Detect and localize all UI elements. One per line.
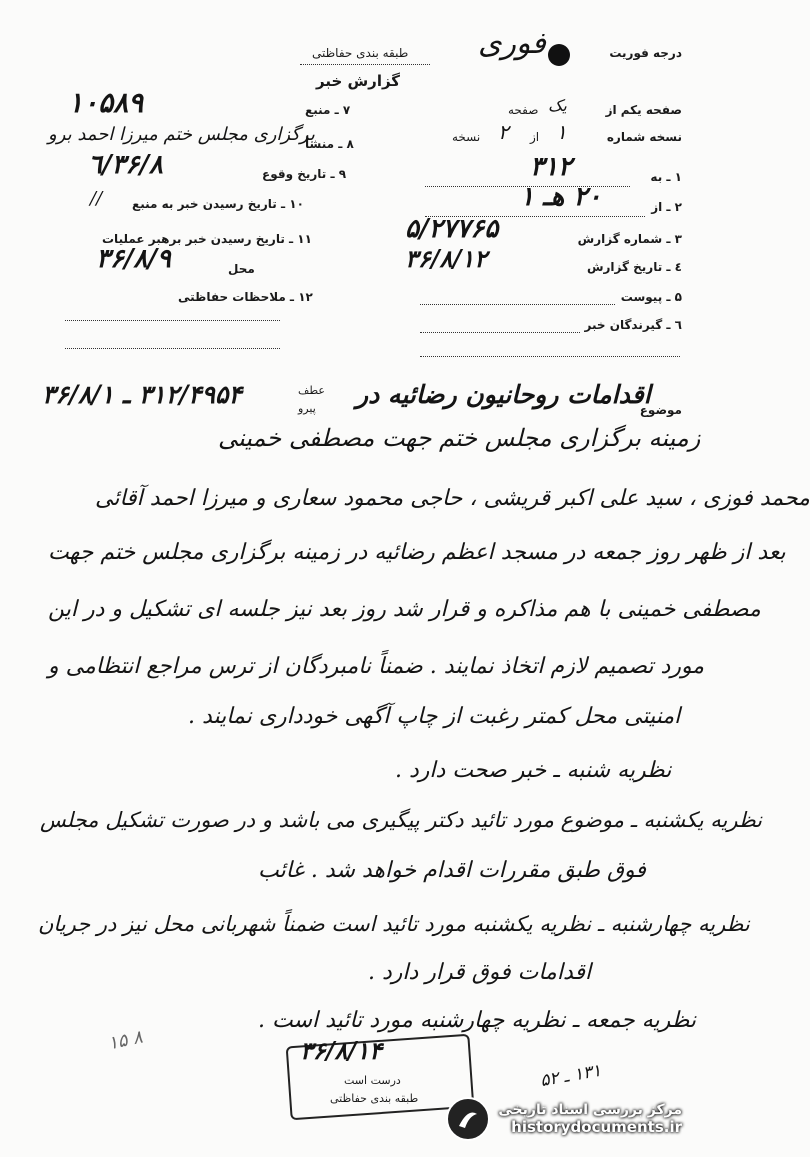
subject-ref-value: ۳۱۲/۴۹۵۴ ـ ۳۶/۸/۱	[42, 380, 242, 409]
page-value: یک	[548, 96, 567, 115]
body-line: نظریه جمعه ـ نظریه چهارشنبه مورد تائید است .	[258, 1008, 696, 1033]
occurrence-label: ۹ ـ تاریخ وقوع	[262, 167, 347, 181]
stamp-text1: درست است	[344, 1074, 401, 1087]
form-title: گزارش خبر	[316, 72, 401, 90]
body-line: مورد تصمیم لازم اتخاذ نمایند . ضمناً نامبردگان از ترس مراجع انتظامی و	[48, 654, 705, 679]
receipt-label: ۱۰ ـ تاریخ رسیدن خبر به منبع	[132, 197, 304, 211]
classification-label: طبقه بندی حفاظتی	[312, 46, 409, 60]
margin-scribble: ۸ ۱۵	[106, 1026, 145, 1055]
body-line: اقدامات فوق قرار دارد .	[368, 960, 592, 985]
place-label: محل	[228, 262, 255, 276]
archive-logo-icon	[446, 1097, 490, 1141]
priority-value: فوری	[478, 26, 546, 61]
to-value: ۳۱۲	[530, 152, 572, 182]
copy-value-2: ۲	[498, 120, 509, 144]
subject-label: موضوع	[639, 403, 682, 417]
report-no-label: ۳ ـ شماره گزارش	[577, 232, 682, 246]
to-label: ۱ ـ به	[650, 170, 682, 184]
body-line: امنیتی محل کمتر رغبت از چاپ آگهی خودداری نمایند .	[188, 704, 681, 729]
copy-word: نسخه	[452, 130, 481, 144]
source-value: ۱۰۵۸۹	[68, 86, 144, 119]
subject-ref-sub: پیرو	[298, 402, 316, 415]
report-date-label: ٤ ـ تاریخ گزارش	[586, 260, 682, 274]
ops-label: ۱۱ ـ تاریخ رسیدن خبر برهبر عملیات	[102, 232, 312, 246]
subject-line2: زمینه برگزاری مجلس ختم جهت مصطفی خمینی	[218, 424, 701, 452]
body-line: مصطفی خمینی با هم مذاکره و قرار شد روز بعد نیز جلسه ای تشکیل و در این	[48, 597, 761, 622]
priority-label: درجه فوریت	[609, 46, 682, 60]
recipients-label: ٦ ـ گیرندگان خبر	[584, 318, 682, 332]
watermark-line1: مرکز بررسی اسناد تاریخی	[498, 1102, 682, 1118]
receipt-value: //	[90, 188, 103, 209]
from-label: ۲ ـ از	[651, 200, 682, 214]
ink-blot	[548, 44, 570, 66]
occurrence-value: ۳۶/۸/٦	[88, 150, 163, 180]
watermark	[446, 1097, 682, 1141]
attachment-label: ۵ ـ پیوست	[620, 290, 682, 304]
subject-ref-label: عطف	[298, 384, 325, 397]
copy-of: از	[530, 130, 540, 144]
body-line: محمد فوزی ، سید علی اکبر قریشی ، حاجی محمود سعاری و میرزا احمد آقائی	[95, 486, 810, 511]
report-no-value: ۵/۲۷۷۶۵	[405, 214, 499, 244]
page-label: صفحه یکم از	[605, 103, 682, 117]
notes-label: ۱۲ ـ ملاحظات حفاظتی	[178, 290, 313, 304]
subject-text: اقدامات روحانیون رضائیه در	[356, 380, 651, 409]
from-value: ۲۰ هـ ۱	[520, 182, 602, 212]
origin-label: ۸ ـ منشأ	[305, 137, 354, 151]
source-label: ۷ ـ منبع	[305, 103, 351, 117]
copy-value-1: ۱	[556, 120, 567, 144]
body-line: فوق طبق مقررات اقدام خواهد شد . غائب	[258, 858, 646, 883]
body-line: نظریه چهارشنبه ـ نظریه یکشنبه مورد تائید است ضمناً شهربانی محل نیز در جریان	[38, 912, 750, 936]
report-date-value: ۳۶/۸/۱۲	[405, 244, 487, 273]
body-line: نظریه یکشنبه ـ موضوع مورد تائید دکتر پیگیری می باشد و در صورت تشکیل مجلس	[40, 808, 763, 832]
footer-ref: ۱۳۱ ـ ۵۲	[538, 1060, 603, 1092]
watermark-line2: historydocuments.ir	[511, 1118, 682, 1136]
stamp-text2: طبقه بندی حفاظتی	[330, 1092, 419, 1105]
stamp-date: ۳۶/۸/۱۴	[300, 1036, 382, 1065]
body-line: بعد از ظهر روز جمعه در مسجد اعظم رضائیه در زمینه برگزاری مجلس ختم جهت	[48, 540, 786, 565]
copy-label: نسخه شماره	[606, 130, 682, 144]
origin-value: برگزاری مجلس ختم میرزا احمد برو	[48, 124, 315, 145]
ops-value: ۳۶/۸/۹	[96, 244, 171, 274]
page-word: صفحه	[508, 103, 539, 117]
body-line: نظریه شنبه ـ خبر صحت دارد .	[395, 758, 672, 783]
